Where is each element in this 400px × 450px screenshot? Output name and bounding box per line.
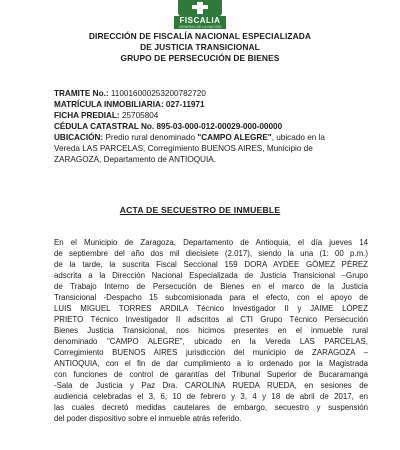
ubicacion-line1-tail: , ubicado en la bbox=[271, 133, 325, 142]
body-line: denominado "CAMPO ALEGRE", ubicado en la Vereda LAS PARCELAS, bbox=[54, 337, 368, 346]
body-line: ANTIOQUIA, con el fin de dar cumplimiento a lo ordenado por la Magistrada bbox=[54, 359, 368, 368]
tramite-value: 110016000253200782720 bbox=[110, 89, 206, 98]
ubicacion-property-name: "CAMPO ALEGRE" bbox=[197, 133, 272, 142]
ubicacion-line-3: ZARAGOZA, Departamento de ANTIOQUIA. bbox=[54, 155, 216, 164]
body-line: Transicional -Despacho 15 subcomisionada para el efecto, con el apoyo de bbox=[54, 293, 368, 302]
fiscalia-emblem-icon bbox=[178, 0, 222, 16]
ubicacion-pre: Predio rural denominado bbox=[105, 133, 196, 142]
ubicacion-block bbox=[54, 132, 374, 165]
header-line-2: DE JUSTICIA TRANSICIONAL bbox=[140, 42, 260, 52]
tramite-row bbox=[54, 88, 374, 99]
body-line: las cuales decretó medidas cautelares de embargo, secuestro y suspensión bbox=[54, 403, 368, 412]
cedula-label: CÉDULA CATASTRAL No. bbox=[54, 122, 155, 131]
case-metadata bbox=[54, 88, 374, 165]
document-header bbox=[0, 31, 400, 64]
act-body bbox=[54, 237, 368, 424]
body-line: Corregimiento BUENOS AIRES jurisdicción del municipio de ZARAGOZA – bbox=[54, 348, 368, 357]
body-line: PRIETO Técnico Investigador II adscritos al CTI Grupo Técnico Persecución bbox=[54, 315, 368, 324]
ficha-row bbox=[54, 110, 374, 121]
body-line: de Trabajo Interno de Persecución de Bienes en el marco de la Justicia bbox=[54, 282, 368, 291]
body-line: adscrita a la Dirección Nacional Especializada de Justicia Transicional –Grupo bbox=[54, 271, 368, 280]
matricula-label: MATRÍCULA INMOBILIARIA: bbox=[54, 100, 164, 109]
logo-tagline: GENERAL DE LA NACIÓN bbox=[174, 25, 226, 29]
body-line: con funciones de control de garantías del Tribunal Superior de Bucaramanga bbox=[54, 370, 368, 379]
document-title: ACTA DE SECUESTRO DE INMUEBLE bbox=[119, 205, 281, 215]
matricula-row bbox=[54, 99, 374, 110]
body-line: Bienes Justicia Transicional, nos hicimos presentes en el inmueble rural bbox=[54, 326, 368, 335]
body-line: de septiembre del año dos mil diecisiete (2.017), siendo la una (1: 00 p.m.) bbox=[54, 249, 368, 258]
header-line-1: DIRECCIÓN DE FISCALÍA NACIONAL ESPECIALIZADA bbox=[88, 31, 312, 41]
fiscalia-logo bbox=[174, 0, 226, 30]
body-line: de la tarde, la suscrita Fiscal Seccional 159 DORA AYDEE GÓMEZ PÉREZ bbox=[54, 260, 368, 269]
body-line: del poder dispositivo sobre el inmueble atrás referido. bbox=[54, 414, 242, 423]
body-line: -Sala de Justicia y Paz Dra. CAROLINA RUEDA RUEDA, en sesiones de bbox=[54, 381, 368, 390]
ficha-value: 25705804 bbox=[121, 111, 159, 120]
matricula-value: 027-11971 bbox=[165, 100, 205, 109]
logo-name: FISCALIA bbox=[174, 16, 226, 25]
cedula-value: 895-03-000-012-00029-000-00000 bbox=[156, 122, 283, 131]
ubicacion-line-2: Vereda LAS PARCELAS, Corregimiento BUENOS AIRES, Municipio de bbox=[54, 144, 313, 153]
ubicacion-label: UBICACIÓN: bbox=[54, 133, 104, 142]
body-line: LUIS MIGUEL TORRES ARDILA Técnico Investigador II y JAIME LÓPEZ bbox=[54, 304, 368, 313]
header-line-3: GRUPO DE PERSECUCIÓN DE BIENES bbox=[120, 53, 280, 63]
tramite-label: TRAMITE No.: bbox=[54, 89, 109, 98]
cedula-row bbox=[54, 121, 374, 132]
body-line: En el Municipio de Zaragoza, Departamento de Antioquia, el día jueves 14 bbox=[54, 238, 368, 247]
ficha-label: FICHA PREDIAL: bbox=[54, 111, 120, 120]
body-line: audiencia celebradas el 3, 6, 10 de febrero y 3, 4 y 18 de abril de 2017, en bbox=[54, 392, 368, 401]
